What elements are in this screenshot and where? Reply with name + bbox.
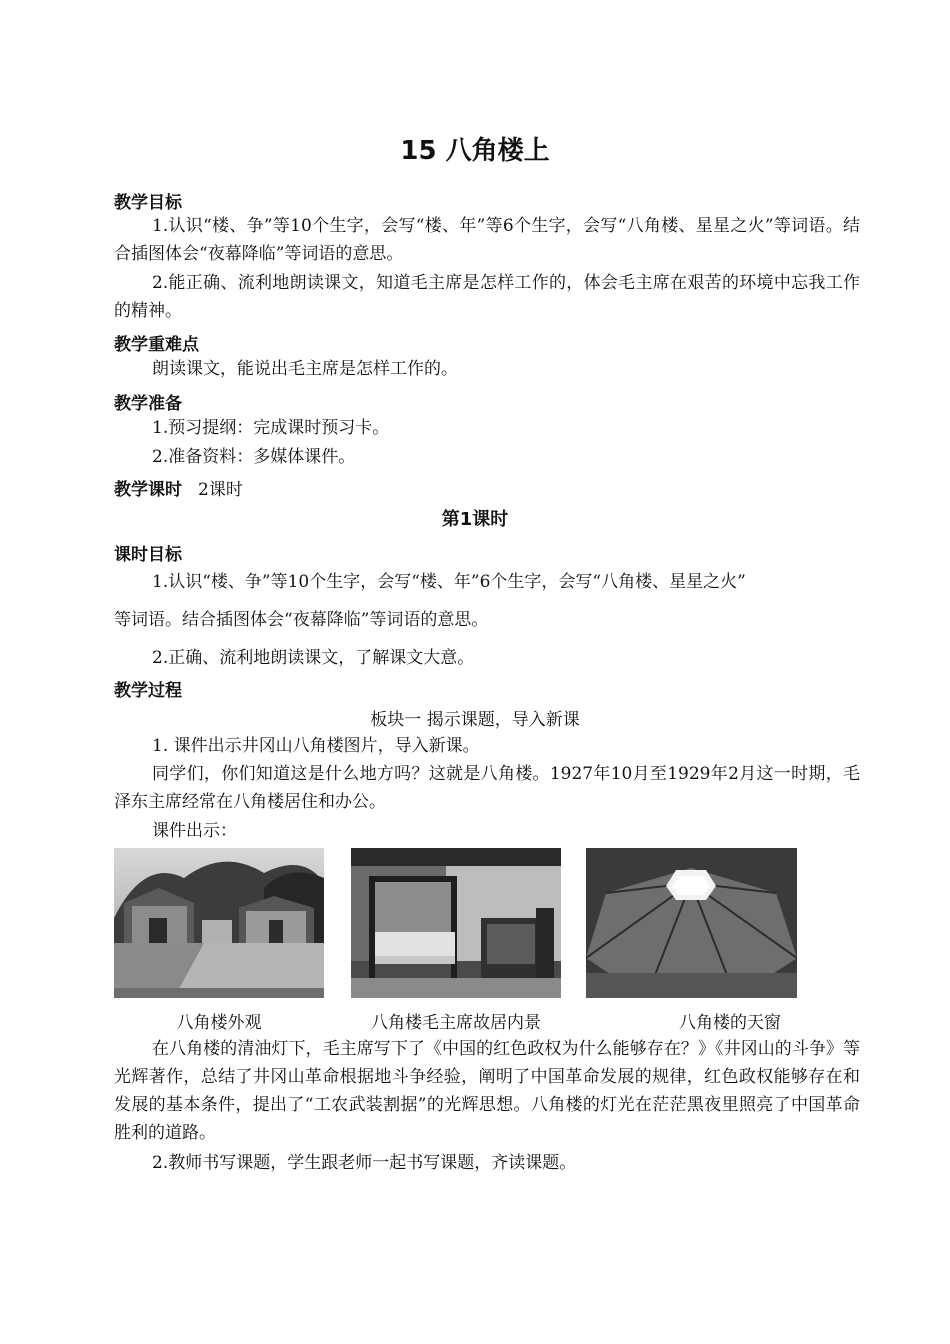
lesson-goal-2: 2.正确、流利地朗读课文，了解课文大意。 — [152, 648, 475, 668]
process-heading: 教学过程 — [114, 681, 182, 701]
preparation-heading: 教学准备 — [114, 394, 182, 414]
teaching-hours — [114, 475, 243, 500]
caption-interior: 八角楼毛主席故居内景 — [371, 1013, 541, 1033]
photo-exterior-image — [114, 848, 324, 998]
teaching-goal-1: 1.认识“楼、争”等10个生字，会写“楼、年”等6个生字，会写“八角楼、星星之火”等词语。结合插图体会“夜幕降临”等词语的意思。 — [114, 216, 860, 264]
lesson-goal-1-cont: 等词语。结合插图体会“夜幕降临”等词语的意思。 — [114, 610, 489, 630]
lesson-goals-heading: 课时目标 — [114, 545, 182, 565]
block-1-title: 板块一 揭示课题，导入新课 — [370, 710, 580, 730]
key-points-text: 朗读课文，能说出毛主席是怎样工作的。 — [152, 359, 458, 379]
photo-interior-image — [351, 848, 561, 998]
lesson-1-title: 第1课时 — [441, 509, 509, 530]
page-title: 15 八角楼上 — [400, 136, 550, 166]
lesson-goal-1: 1.认识“楼、争”等10个生字，会写“楼、年”6个生字，会写“八角楼、星星之火” — [152, 572, 746, 592]
step-2: 2.教师书写课题，学生跟老师一起书写课题，齐读课题。 — [152, 1153, 577, 1173]
step-1: 1. 课件出示井冈山八角楼图片，导入新课。 — [152, 736, 480, 756]
photo-skylight-image — [586, 848, 797, 998]
caption-exterior: 八角楼外观 — [176, 1013, 262, 1033]
photo-interior — [351, 848, 561, 998]
teaching-hours-value: 2课时 — [198, 480, 243, 500]
photo-skylight — [586, 848, 797, 998]
history-paragraph: 在八角楼的清油灯下，毛主席写下了《中国的红色政权为什么能够存在？》《井冈山的斗争》等光辉著作，总结了井冈山革命根据地斗争经验，阐明了中国革命发展的规律，红色政权能够存在和发展的基本条件，提出了“工农武装割据”的光辉思想。八角楼的灯光在茫茫黑夜里照亮了中国革命胜利的道路。 — [114, 1039, 860, 1143]
key-points-heading: 教学重难点 — [114, 335, 199, 355]
preparation-item-2: 2.准备资料：多媒体课件。 — [152, 447, 356, 467]
caption-skylight: 八角楼的天窗 — [679, 1013, 781, 1033]
courseware-show: 课件出示： — [152, 821, 237, 841]
photo-exterior — [114, 848, 324, 998]
intro-paragraph: 同学们，你们知道这是什么地方吗？这就是八角楼。1927年10月至1929年2月这一时期，毛泽东主席经常在八角楼居住和办公。 — [114, 764, 860, 812]
preparation-item-1: 1.预习提纲：完成课时预习卡。 — [152, 418, 390, 438]
teaching-goals-heading: 教学目标 — [114, 193, 182, 213]
teaching-goal-2: 2.能正确、流利地朗读课文，知道毛主席是怎样工作的，体会毛主席在艰苦的环境中忘我工作的精神。 — [114, 273, 860, 321]
teaching-hours-heading: 教学课时 — [114, 480, 182, 500]
